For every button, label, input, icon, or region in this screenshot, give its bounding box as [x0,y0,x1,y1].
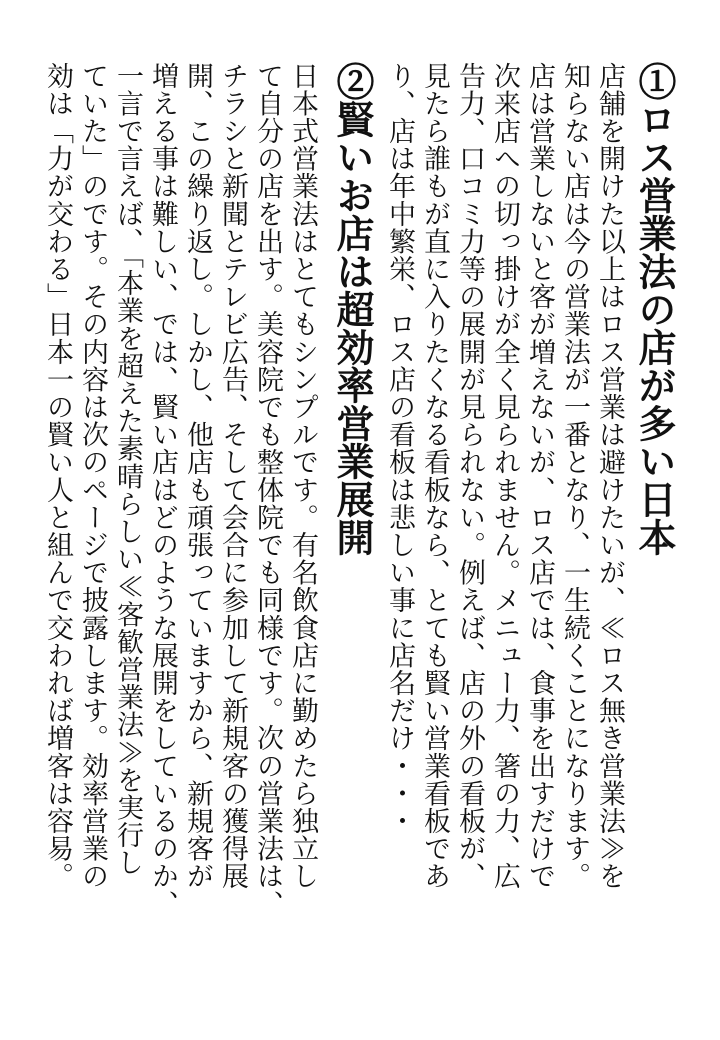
section2-line-2: て自分の店を出す。美容院でも整体院でも同様です。次の営業法は、 [252,62,283,918]
section1-line-6: 見たら誰もが直に入りたくなる看板なら、とても賢い営業看板であ [419,62,450,890]
section1-line-3: 店は営業しないと客が増えないが、ロス店では、食事を出すだけで [524,62,555,890]
section1-line-7: り、店は年中繁栄、ロス店の看板は悲しい事に店名だけ・・・ [384,62,415,835]
section1-line-2: 知らない店は今の営業法が一番となり、一生続くことになります。 [559,62,590,890]
section2-heading: ②賢いお店は超効率営業展開 [330,62,375,556]
section2-line-1: 日本式営業法はとてもシンプルです。有名飲食店に勤めたら独立し [287,62,318,890]
section1-line-5: 告力、口コミ力等の展開が見られない。例えば、店の外の看板が、 [454,62,485,890]
section2-line-4: 開、この繰り返し。しかし、他店も頑張っていますから、新規客が [182,62,213,890]
section1-line-4: 次来店への切っ掛けが全く見られません。メニュー力、箸の力、広 [489,62,520,890]
section2-line-8: 効は「力が交わる」日本一の賢い人と組んで交われば増客は容易。 [42,62,73,890]
section2-line-5: 増える事は難しい、では、賢い店はどのような展開をしているのか、 [147,62,178,918]
section1-heading: ①ロス営業法の店が多い日本 [632,62,677,556]
section2-line-3: チラシと新聞とテレビ広告、そして会合に参加して新規客の獲得展 [217,62,248,890]
section1-line-1: 店舗を開けた以上はロス営業は避けたいが、≪ロス無き営業法≫を [594,62,625,890]
section2-line-7: ていた」のです。その内容は次のページで披露します。効率営業の [77,62,108,890]
section2-line-6: 一言で言えば、「本業を超えた素晴らしい≪客歓営業法≫を実行し [112,62,143,877]
